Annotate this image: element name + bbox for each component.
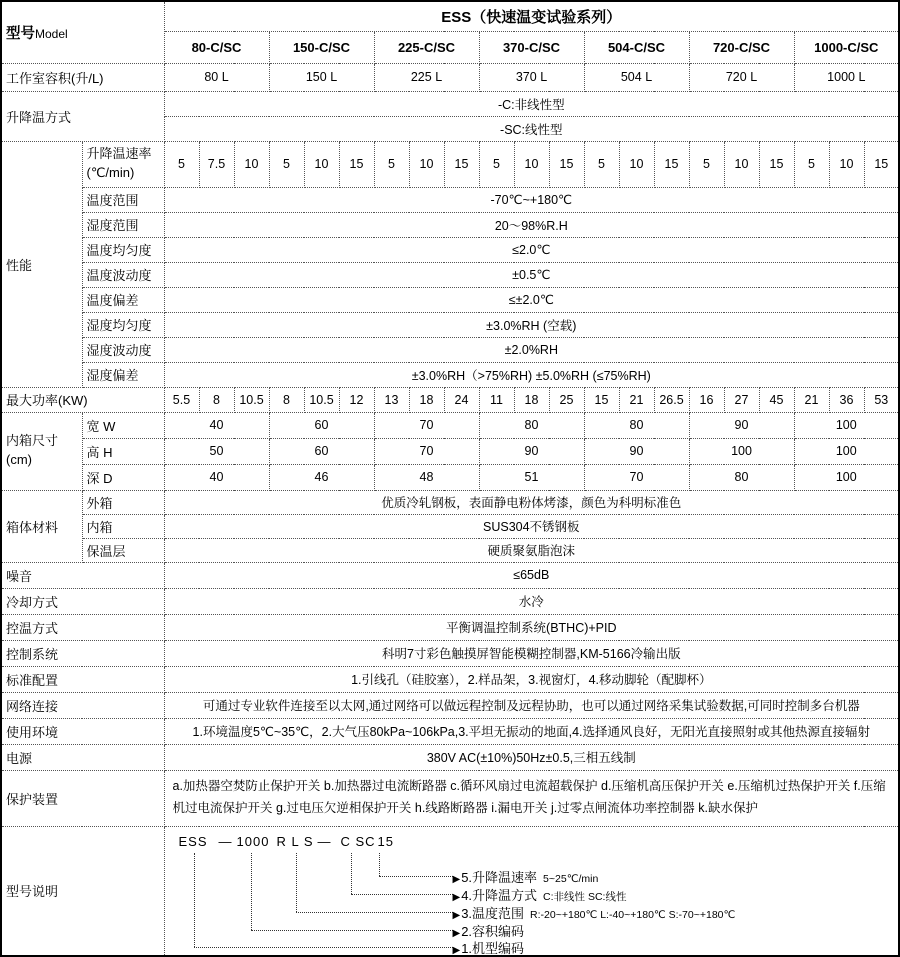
connector-line — [251, 853, 252, 930]
row-value: ≤65dB — [164, 562, 899, 588]
performance-label: 性能 — [1, 141, 82, 387]
model-name: 150-C/SC — [269, 31, 374, 63]
perf-row — [1, 362, 899, 387]
row-label: 电源 — [1, 744, 164, 770]
volume-value: 150 L — [269, 63, 374, 91]
mode-value-sc: -SC:线性型 — [164, 116, 899, 141]
dim-depth-value: 48 — [374, 464, 479, 490]
spec-row-cooling — [1, 588, 899, 614]
power-value: 15 — [584, 387, 619, 412]
dim-width-value: 60 — [269, 412, 374, 438]
perf-label: 温度波动度 — [82, 262, 164, 287]
dim-depth-value: 100 — [794, 464, 899, 490]
dim-depth-value: 40 — [164, 464, 269, 490]
arrow-right-icon: ▶ — [452, 873, 461, 885]
row-label: 控制系统 — [1, 640, 164, 666]
legend-label: 型号说明 — [1, 826, 164, 956]
protection-value: a.加热器空焚防止保护开关 b.加热器过电流断路器 c.循环风扇过电流超载保护 d.压缩机高压保护开关 e.压缩机过热保护开关 f.压缩机过电流保护开关 g.过电压欠逆相保护开关 h.线路断路器 i.漏电开关 j.过零点闸流体功率控制器 k.缺水保护 — [164, 770, 899, 826]
legend-item-detail: C:非线性 SC:线性 — [543, 890, 627, 903]
rate-value: 10 — [829, 141, 864, 187]
rate-value: 15 — [549, 141, 584, 187]
legend-item — [453, 885, 627, 904]
rate-value: 15 — [864, 141, 899, 187]
arrow-right-icon: ▶ — [452, 944, 461, 956]
connector-line — [379, 876, 453, 877]
perf-value: 20～98%R.H — [164, 212, 899, 237]
model-legend-row — [1, 826, 899, 956]
perf-row — [1, 287, 899, 312]
dim-depth-value: 80 — [689, 464, 794, 490]
connector-line — [194, 853, 195, 947]
power-value: 21 — [794, 387, 829, 412]
perf-label: 湿度偏差 — [82, 362, 164, 387]
dim-height-value: 70 — [374, 438, 479, 464]
rate-label-line2: (℃/min) — [86, 165, 135, 180]
rate-value: 10 — [304, 141, 339, 187]
row-value: 1.环境温度5℃~35℃，2.大气压80kPa~106kPa,3.平坦无振动的地面,4.选择通风良好，无阳光直接照射或其他热源直接辐射 — [164, 718, 899, 744]
rate-value: 5 — [164, 141, 199, 187]
volume-value: 504 L — [584, 63, 689, 91]
perf-row — [1, 187, 899, 212]
code-part-series: ESS — [178, 833, 208, 849]
material-sub-label: 外箱 — [82, 490, 164, 514]
power-value: 10.5 — [304, 387, 339, 412]
model-code-diagram — [165, 827, 899, 955]
perf-value: ≤2.0℃ — [164, 237, 899, 262]
legend-item — [453, 903, 736, 922]
dim-height-value: 100 — [689, 438, 794, 464]
model-name: 80-C/SC — [164, 31, 269, 63]
spec-row-control-system — [1, 640, 899, 666]
volume-value: 370 L — [479, 63, 584, 91]
rate-value: 10 — [234, 141, 269, 187]
perf-value: ≤±2.0℃ — [164, 287, 899, 312]
model-header-cn: 型号 — [6, 25, 35, 42]
perf-value: ±3.0%RH（>75%RH) ±5.0%RH (≤75%RH) — [164, 362, 899, 387]
power-row — [1, 387, 899, 412]
power-value: 16 — [689, 387, 724, 412]
arrow-right-icon: ▶ — [452, 909, 461, 921]
perf-value: ±0.5℃ — [164, 262, 899, 287]
legend-item — [453, 867, 599, 886]
legend-item-text: 2.容积编码 — [461, 923, 525, 939]
dim-height-label: 高 H — [82, 438, 164, 464]
row-label: 冷却方式 — [1, 588, 164, 614]
rate-value: 15 — [759, 141, 794, 187]
row-label: 使用环境 — [1, 718, 164, 744]
perf-value: ±3.0%RH (空载) — [164, 312, 899, 337]
model-name: 225-C/SC — [374, 31, 479, 63]
row-value: 平衡调温控制系统(BTHC)+PID — [164, 614, 899, 640]
power-value: 8 — [269, 387, 304, 412]
rate-value: 5 — [374, 141, 409, 187]
legend-item — [453, 938, 531, 957]
power-value: 10.5 — [234, 387, 269, 412]
rate-value: 15 — [339, 141, 374, 187]
dimensions-label-line2: (cm) — [6, 452, 32, 467]
dim-width-value: 100 — [794, 412, 899, 438]
model-name: 1000-C/SC — [794, 31, 899, 63]
legend-item-detail: 5~25℃/min — [543, 872, 599, 885]
dim-height-value: 90 — [479, 438, 584, 464]
volume-label: 工作室容积(升/L) — [1, 63, 164, 91]
material-label: 箱体材料 — [1, 490, 82, 562]
protection-label: 保护装置 — [1, 770, 164, 826]
volume-value: 720 L — [689, 63, 794, 91]
perf-label: 温度偏差 — [82, 287, 164, 312]
model-header-en: Model — [35, 26, 68, 41]
dim-height-value: 90 — [584, 438, 689, 464]
legend-item-text: 1.机型编码 — [461, 940, 525, 956]
power-value: 18 — [514, 387, 549, 412]
code-part-volume: 1000 — [236, 833, 270, 849]
dim-width-value: 80 — [479, 412, 584, 438]
perf-row — [1, 237, 899, 262]
material-value: 硬质聚氨脂泡沫 — [164, 538, 899, 562]
spec-row-power-supply — [1, 744, 899, 770]
arrow-right-icon: ▶ — [452, 927, 461, 939]
dim-height-value: 60 — [269, 438, 374, 464]
spec-row-temp-control — [1, 614, 899, 640]
row-value: 380V AC(±10%)50Hz±0.5,三相五线制 — [164, 744, 899, 770]
rate-value: 5 — [794, 141, 829, 187]
spec-row-noise — [1, 562, 899, 588]
code-part-rate: 15 — [377, 833, 394, 849]
dimensions-label — [1, 412, 82, 490]
mode-value-c: -C:非线性型 — [164, 91, 899, 116]
power-value: 45 — [759, 387, 794, 412]
dash-icon: — — [317, 833, 332, 849]
dim-width-value: 80 — [584, 412, 689, 438]
perf-value: ±2.0%RH — [164, 337, 899, 362]
perf-label: 温度范围 — [82, 187, 164, 212]
perf-label: 温度均匀度 — [82, 237, 164, 262]
rate-value: 15 — [654, 141, 689, 187]
rate-value: 10 — [514, 141, 549, 187]
connector-line — [351, 853, 352, 894]
spec-row-standard-config — [1, 666, 899, 692]
volume-value: 225 L — [374, 63, 479, 91]
power-value: 25 — [549, 387, 584, 412]
perf-value: -70℃~+180℃ — [164, 187, 899, 212]
power-value: 21 — [619, 387, 654, 412]
row-label: 标准配置 — [1, 666, 164, 692]
dim-width-label: 宽 W — [82, 412, 164, 438]
model-name: 504-C/SC — [584, 31, 689, 63]
material-row — [1, 514, 899, 538]
spec-row-network — [1, 692, 899, 718]
dash-icon: — — [218, 833, 233, 849]
connector-line — [379, 853, 380, 876]
material-value: SUS304不锈钢板 — [164, 514, 899, 538]
perf-label: 湿度均匀度 — [82, 312, 164, 337]
rate-value: 10 — [724, 141, 759, 187]
volume-value: 1000 L — [794, 63, 899, 91]
rate-label-line1: 升降温速率 — [86, 146, 152, 162]
power-value: 18 — [409, 387, 444, 412]
perf-row — [1, 262, 899, 287]
rate-value: 5 — [269, 141, 304, 187]
perf-row — [1, 212, 899, 237]
dim-row-depth — [1, 464, 899, 490]
model-name: 370-C/SC — [479, 31, 584, 63]
rate-value: 10 — [619, 141, 654, 187]
dim-row-height — [1, 438, 899, 464]
series-title: ESS（快速温变试验系列） — [164, 1, 899, 31]
legend-item-text: 3.温度范围 — [461, 905, 525, 921]
power-value: 36 — [829, 387, 864, 412]
power-value: 11 — [479, 387, 514, 412]
rate-value: 7.5 — [199, 141, 234, 187]
protection-row — [1, 770, 899, 826]
connector-line — [194, 947, 453, 948]
dim-width-value: 90 — [689, 412, 794, 438]
legend-item-text: 5.升降温速率 — [461, 869, 538, 885]
row-value: 水冷 — [164, 588, 899, 614]
model-name: 720-C/SC — [689, 31, 794, 63]
legend-diagram-cell — [164, 826, 899, 956]
legend-item-detail: R:-20~+180℃ L:-40~+180℃ S:-70~+180℃ — [530, 908, 736, 921]
connector-line — [351, 894, 453, 895]
arrow-right-icon: ▶ — [452, 891, 461, 903]
row-value: 可通过专业软件连接至以太网,通过网络可以做远程控制及远程协助，也可以通过网络采集试验数据,可同时控制多台机器 — [164, 692, 899, 718]
rate-value: 5 — [479, 141, 514, 187]
perf-label: 湿度波动度 — [82, 337, 164, 362]
power-value: 13 — [374, 387, 409, 412]
row-value: 1.引线孔（硅胶塞），2.样品架，3.视窗灯，4.移动脚轮（配脚杯） — [164, 666, 899, 692]
mode-label: 升降温方式 — [1, 91, 164, 141]
volume-row — [1, 63, 899, 91]
perf-row — [1, 337, 899, 362]
power-value: 12 — [339, 387, 374, 412]
rate-value: 15 — [444, 141, 479, 187]
power-value: 8 — [199, 387, 234, 412]
material-row — [1, 538, 899, 562]
legend-item-text: 4.升降温方式 — [461, 887, 538, 903]
power-label: 最大功率(KW) — [1, 387, 164, 412]
row-label: 控温方式 — [1, 614, 164, 640]
dim-height-value: 100 — [794, 438, 899, 464]
power-value: 53 — [864, 387, 899, 412]
rate-value: 5 — [689, 141, 724, 187]
material-value: 优质冷轧钢板，表面静电粉体烤漆，颜色为科明标准色 — [164, 490, 899, 514]
perf-label: 湿度范围 — [82, 212, 164, 237]
rate-label — [82, 141, 164, 187]
row-label: 噪音 — [1, 562, 164, 588]
rate-value: 10 — [409, 141, 444, 187]
dim-height-value: 50 — [164, 438, 269, 464]
dim-depth-value: 46 — [269, 464, 374, 490]
power-value: 26.5 — [654, 387, 689, 412]
dim-depth-value: 70 — [584, 464, 689, 490]
perf-row — [1, 312, 899, 337]
connector-line — [296, 853, 297, 912]
power-value: 27 — [724, 387, 759, 412]
power-value: 24 — [444, 387, 479, 412]
material-row — [1, 490, 899, 514]
power-value: 5.5 — [164, 387, 199, 412]
dim-depth-label: 深 D — [82, 464, 164, 490]
dim-row-width — [1, 412, 899, 438]
rate-value: 5 — [584, 141, 619, 187]
header-row — [1, 1, 899, 31]
connector-line — [251, 930, 453, 931]
connector-line — [296, 912, 453, 913]
model-header-cell — [1, 1, 164, 63]
dimensions-label-line1: 内箱尺寸 — [6, 433, 59, 449]
mode-row-c — [1, 91, 899, 116]
dim-width-value: 40 — [164, 412, 269, 438]
dim-width-value: 70 — [374, 412, 479, 438]
row-value: 科明7寸彩色触摸屏智能模糊控制器,KM-5166冷输出版 — [164, 640, 899, 666]
volume-value: 80 L — [164, 63, 269, 91]
material-sub-label: 保温层 — [82, 538, 164, 562]
code-part-temp-range: R L S — [276, 833, 314, 849]
row-label: 网络连接 — [1, 692, 164, 718]
code-part-mode: C SC — [340, 833, 376, 849]
spec-row-environment — [1, 718, 899, 744]
material-sub-label: 内箱 — [82, 514, 164, 538]
dim-depth-value: 51 — [479, 464, 584, 490]
rate-row — [1, 141, 899, 187]
